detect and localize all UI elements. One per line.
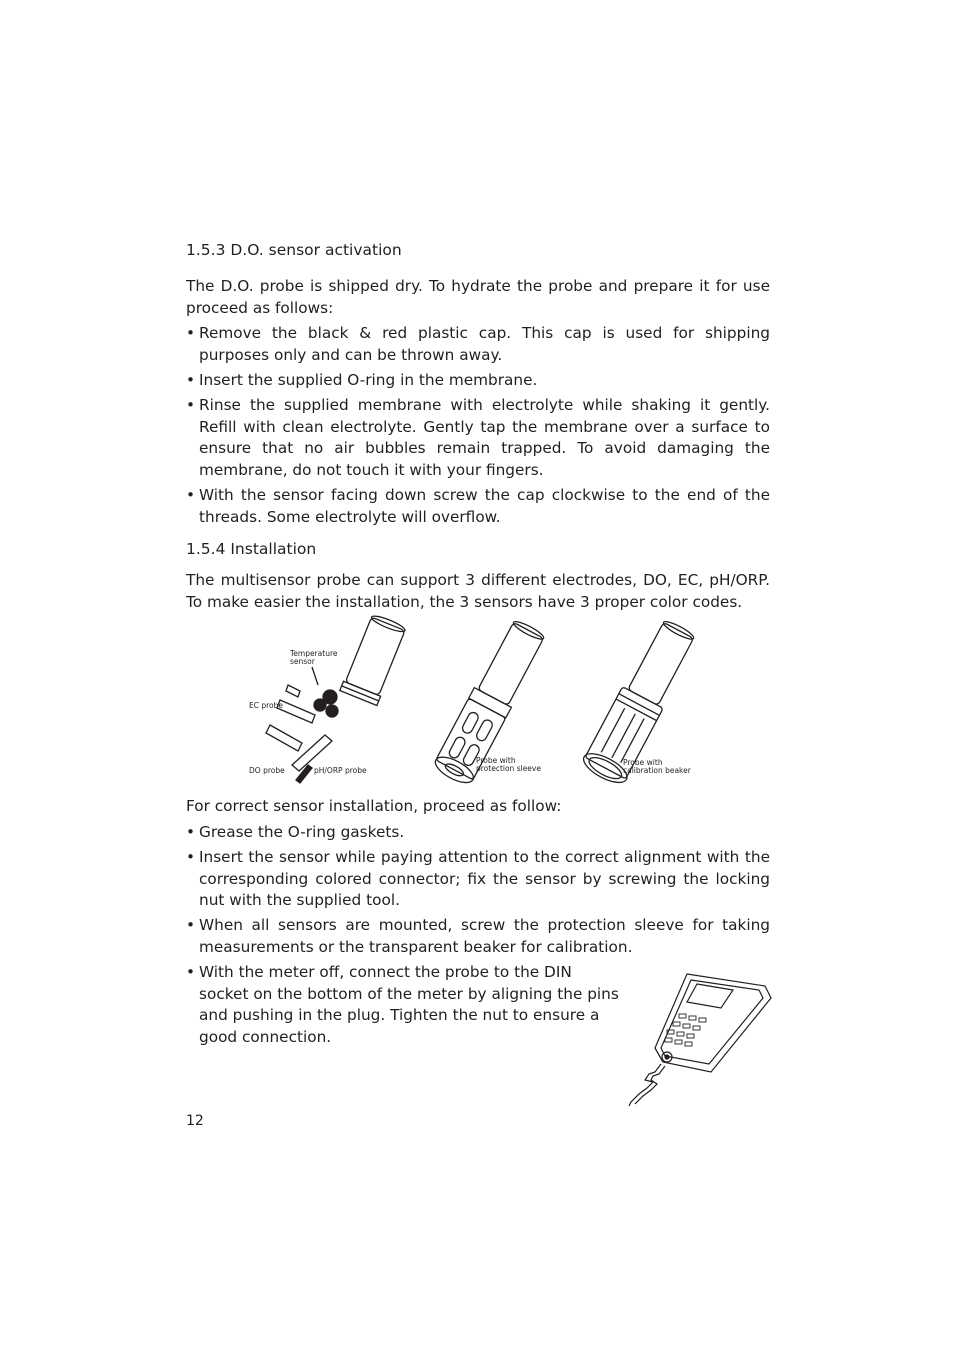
do-probe-label: DO probe (249, 766, 285, 775)
list-item: • Insert the supplied O-ring in the membrane. (186, 371, 538, 389)
installation-intro-paragraph: The multisensor probe can support 3 different electrodes, DO, EC, pH/ORP. To make easier the installation, the 3 sensors have 3 proper color codes. (186, 571, 770, 611)
list-item: • When all sensors are mounted, screw the protection sleeve for taking measurements or the transparent beaker for calibration. (186, 916, 770, 956)
section-heading-do-activation: 1.5.3 D.O. sensor activation (186, 241, 402, 259)
probe-illustration-figure (240, 615, 710, 790)
list-item: • With the meter off, connect the probe to the DIN socket on the bottom of the meter by aligning the pins and pushing in the plug. Tighten the nut to ensure a good connection. (186, 963, 619, 1046)
ec-probe-label: EC probe (249, 701, 284, 710)
protection-sleeve-label: Probe with protection sleeve (476, 756, 541, 773)
list-item: • Insert the sensor while paying attention to the correct alignment with the corresponding colored connector; fix the sensor by screwing the locking nut with the supplied tool. (186, 848, 770, 909)
list-item: • Grease the O-ring gaskets. (186, 823, 405, 841)
temperature-sensor-label: Temperature sensor (290, 649, 338, 666)
calibration-beaker-label: Probe with calibration beaker (623, 758, 691, 775)
list-item: • With the sensor facing down screw the cap clockwise to the end of the threads. Some electrolyte will overflow. (186, 486, 770, 526)
do-intro-paragraph: The D.O. probe is shipped dry. To hydrate the probe and prepare it for use proceed as follows: (186, 277, 770, 317)
list-item: • Rinse the supplied membrane with electrolyte while shaking it gently. Refill with clean electrolyte. Gently tap the membrane over a surface to ensure that no air bubbles remain trapped. To avoid damaging the membrane, do not touch it with your fingers. (186, 396, 770, 479)
list-item: • Remove the black & red plastic cap. This cap is used for shipping purposes only and can be thrown away. (186, 324, 770, 364)
ph-orp-probe-label: pH/ORP probe (314, 766, 367, 775)
page-number: 12 (186, 1113, 204, 1129)
meter-illustration (625, 968, 775, 1108)
section-heading-installation: 1.5.4 Installation (186, 540, 317, 558)
installation-steps-intro: For correct sensor installation, proceed as follow: (186, 797, 562, 815)
